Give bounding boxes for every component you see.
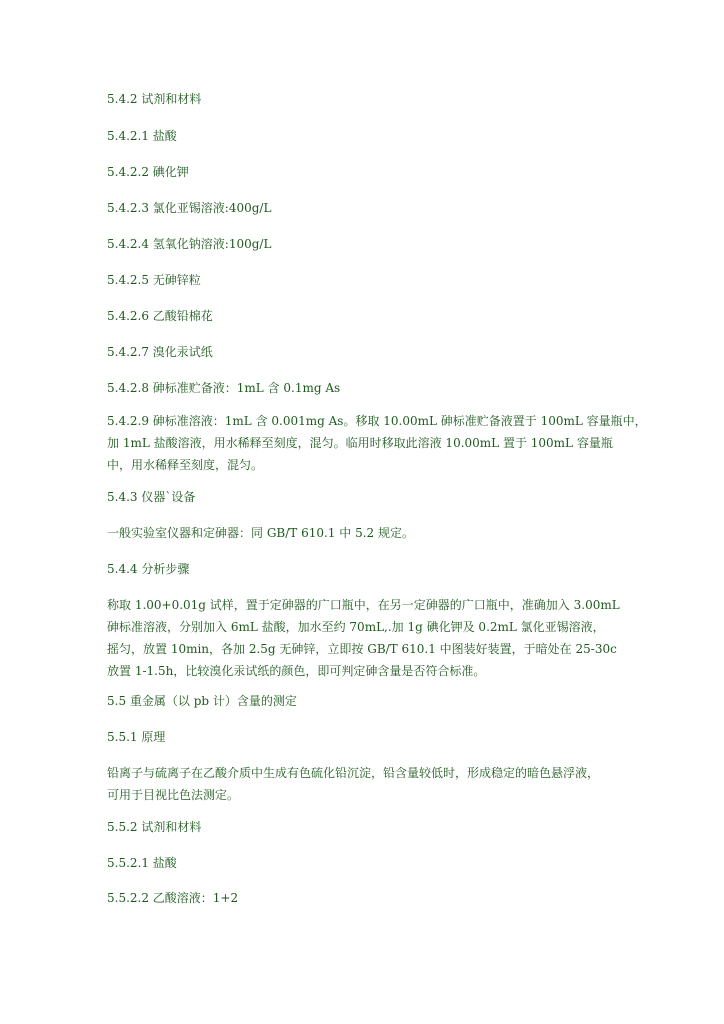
section-heading-5-4-4: 5.4.4 分析步骤 xyxy=(107,562,190,576)
item-5-4-2-3: 5.4.2.3 氯化亚锡溶液:400g/L xyxy=(107,201,272,215)
paragraph-line: 可用于目视比色法测定。 xyxy=(107,788,240,802)
paragraph-5-5-1 xyxy=(107,762,619,806)
paragraph-line: 放置 1-1.5h，比较溴化汞试纸的颜色，即可判定砷含量是否符合标准。 xyxy=(107,664,486,678)
section-heading-5-5-2: 5.5.2 试剂和材料 xyxy=(107,820,202,834)
item-5-4-2-2: 5.4.2.2 碘化钾 xyxy=(107,165,189,179)
paragraph-line: 摇匀，放置 10min，各加 2.5g 无砷锌，立即按 GB/T 610.1 中图装好装置，于暗处在 25-30c xyxy=(107,642,617,656)
item-5-4-2-6: 5.4.2.6 乙酸铅棉花 xyxy=(107,309,213,323)
paragraph-line: 加 1mL 盐酸溶液，用水稀释至刻度，混匀。临用时移取此溶液 10.00mL 置于 100mL 容量瓶 xyxy=(107,436,613,450)
paragraph-line: 中，用水稀释至刻度，混匀。 xyxy=(107,458,264,472)
item-5-4-2-4: 5.4.2.4 氢氧化钠溶液:100g/L xyxy=(107,237,272,251)
item-5-4-2-7: 5.4.2.7 溴化汞试纸 xyxy=(107,345,213,359)
paragraph-line: 称取 1.00+0.01g 试样，置于定砷器的广口瓶中，在另一定砷器的广口瓶中，准确加入 3.00mL xyxy=(107,598,620,612)
section-heading-5-4-2: 5.4.2 试剂和材料 xyxy=(107,92,202,106)
paragraph-5-4-3: 一般实验室仪器和定砷器：同 GB/T 610.1 中 5.2 规定。 xyxy=(107,526,414,540)
paragraph-line: 砷标准溶液，分别加入 6mL 盐酸，加水至约 70mL,.加 1g 碘化钾及 0.2mL 氯化亚锡溶液， xyxy=(107,620,605,634)
item-5-4-2-8: 5.4.2.8 砷标准贮备液：1mL 含 0.1mg As xyxy=(107,381,341,395)
paragraph-line: 5.4.2.9 砷标准溶液：1mL 含 0.001mg As。移取 10.00mL 砷标准贮备液置于 100mL 容量瓶中， xyxy=(107,414,647,428)
section-heading-5-5-1: 5.5.1 原理 xyxy=(107,730,166,744)
item-5-4-2-1: 5.4.2.1 盐酸 xyxy=(107,129,177,143)
item-5-5-2-2: 5.5.2.2 乙酸溶液：1+2 xyxy=(107,891,239,905)
paragraph-line: 铅离子与硫离子在乙酸介质中生成有色硫化铅沉淀，铅含量较低时，形成稳定的暗色悬浮液， xyxy=(107,766,600,780)
section-heading-5-5: 5.5 重金属（以 pb 计）含量的测定 xyxy=(107,694,297,708)
item-5-4-2-9-paragraph xyxy=(107,410,647,476)
item-5-5-2-1: 5.5.2.1 盐酸 xyxy=(107,856,177,870)
paragraph-5-4-4 xyxy=(107,594,619,682)
item-5-4-2-5: 5.4.2.5 无砷锌粒 xyxy=(107,273,201,287)
section-heading-5-4-3: 5.4.3 仪器`设备 xyxy=(107,490,196,504)
